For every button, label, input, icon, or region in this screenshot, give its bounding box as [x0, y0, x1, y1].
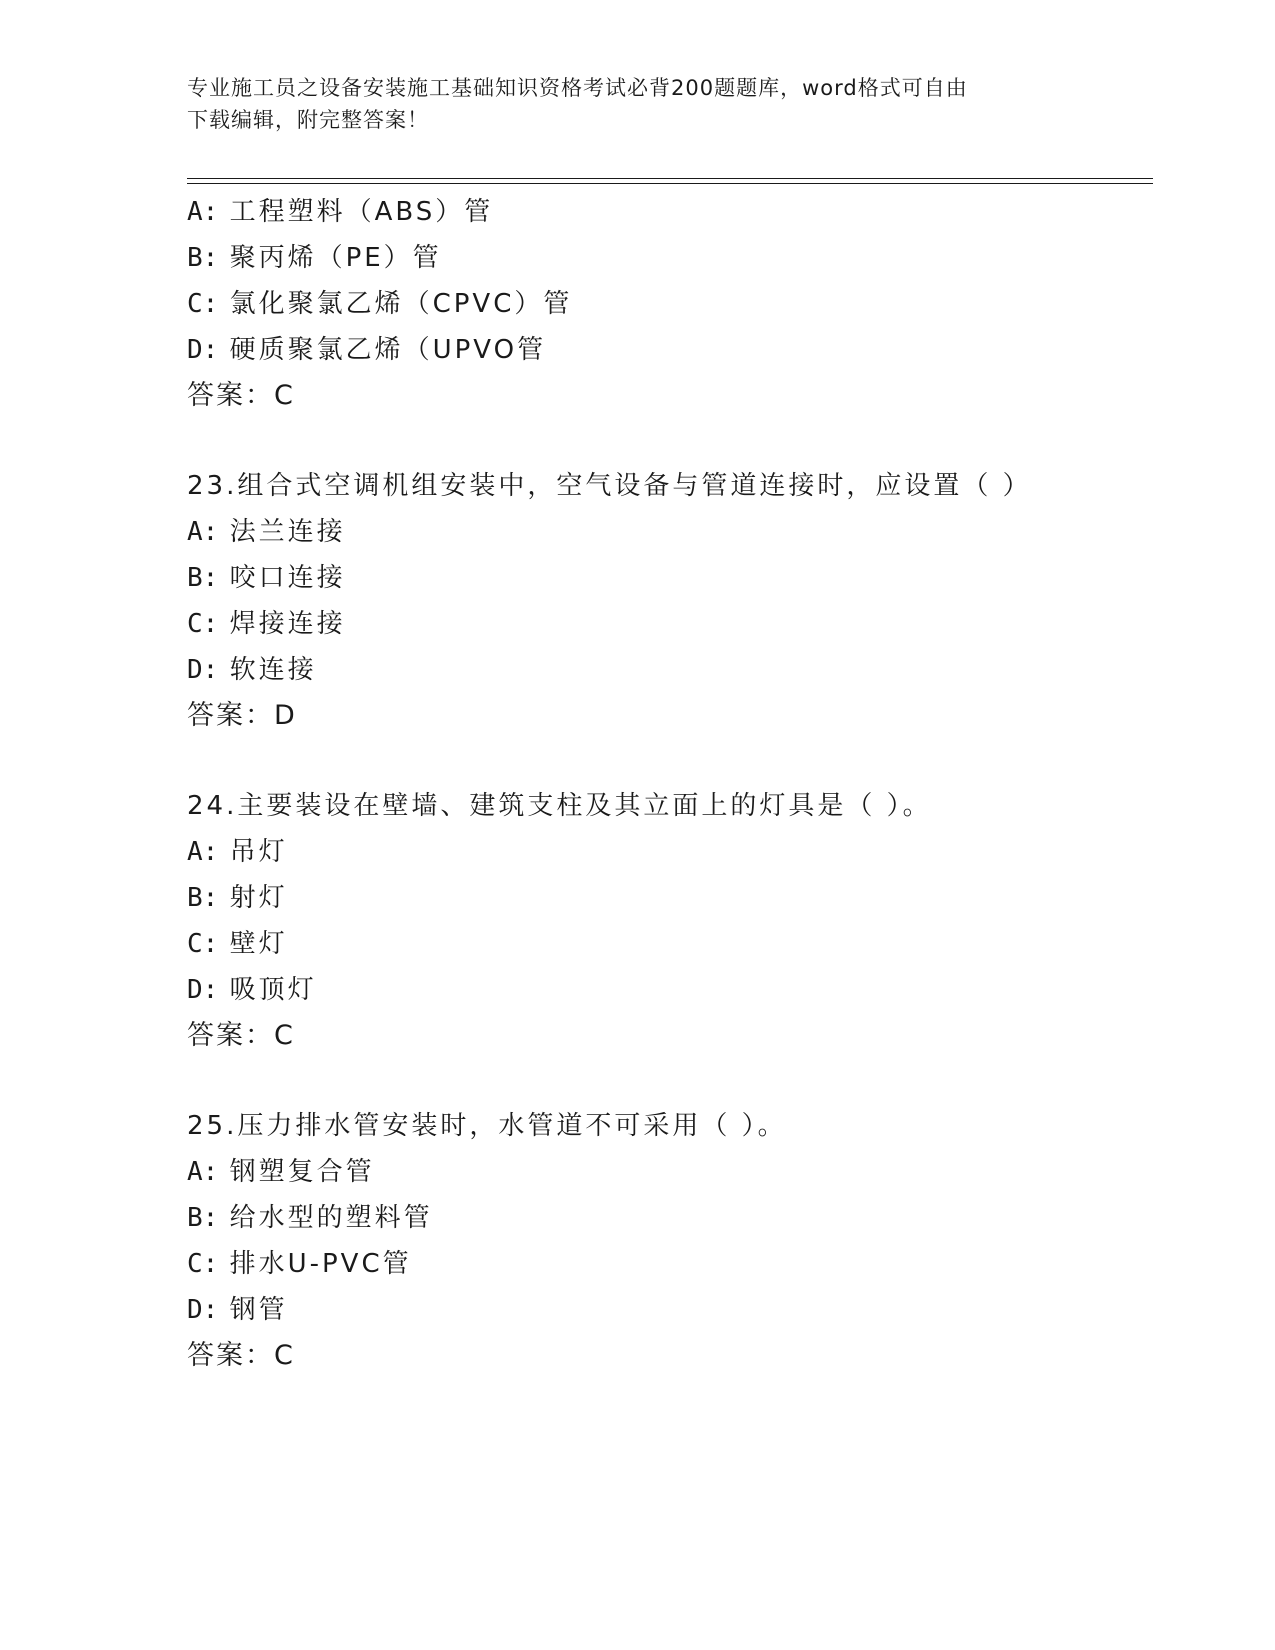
option-a — [187, 829, 1153, 875]
option-b — [187, 555, 1153, 601]
option-b — [187, 875, 1153, 921]
option-text: 聚丙烯（PE）管 — [229, 243, 442, 273]
document-body — [187, 189, 1153, 1379]
option-label: C: — [187, 1249, 219, 1279]
question-text: 24.主要装设在壁墙、建筑支柱及其立面上的灯具是（ ）。 — [187, 791, 932, 821]
question-text: 23.组合式空调机组安装中，空气设备与管道连接时，应设置（ ） — [187, 471, 1032, 501]
option-label: B: — [187, 883, 219, 913]
option-c — [187, 1241, 1153, 1287]
option-c — [187, 281, 1153, 327]
option-a — [187, 509, 1153, 555]
option-c — [187, 601, 1153, 647]
option-d — [187, 967, 1153, 1013]
option-text: 钢管 — [229, 1295, 288, 1325]
question-text: 25.压力排水管安装时，水管道不可采用（ ）。 — [187, 1111, 787, 1141]
option-a — [187, 189, 1153, 235]
option-label: C: — [187, 929, 219, 959]
header-rule-top — [187, 178, 1153, 179]
option-label: C: — [187, 289, 219, 319]
question-block-24 — [187, 783, 1153, 1059]
question-block-25 — [187, 1103, 1153, 1379]
option-label: D: — [187, 655, 219, 685]
header-line-1: 专业施工员之设备安装施工基础知识资格考试必背200题题库，word格式可自由 — [187, 76, 968, 100]
option-text: 软连接 — [229, 655, 317, 685]
option-text: 射灯 — [229, 883, 288, 913]
option-label: B: — [187, 243, 219, 273]
option-text: 硬质聚氯乙烯（UPVO管 — [229, 335, 547, 365]
answer-line: 答案：C — [187, 1020, 295, 1051]
option-text: 排水U-PVC管 — [229, 1249, 412, 1279]
option-label: C: — [187, 609, 219, 639]
option-label: B: — [187, 1203, 219, 1233]
option-label: A: — [187, 1157, 219, 1187]
option-text: 法兰连接 — [229, 517, 346, 547]
option-label: D: — [187, 1295, 219, 1325]
option-text: 壁灯 — [229, 929, 288, 959]
option-label: A: — [187, 197, 219, 227]
answer-line: 答案：C — [187, 1340, 295, 1371]
option-text: 氯化聚氯乙烯（CPVC）管 — [229, 289, 573, 319]
option-label: A: — [187, 837, 219, 867]
answer-line: 答案：D — [187, 700, 297, 731]
option-d — [187, 1287, 1153, 1333]
option-c — [187, 921, 1153, 967]
document-header — [187, 72, 1067, 136]
option-text: 吸顶灯 — [229, 975, 317, 1005]
answer-line: 答案：C — [187, 380, 295, 411]
option-label: D: — [187, 335, 219, 365]
option-text: 钢塑复合管 — [229, 1157, 375, 1187]
option-text: 焊接连接 — [229, 609, 346, 639]
option-text: 咬口连接 — [229, 563, 346, 593]
option-label: A: — [187, 517, 219, 547]
option-b — [187, 235, 1153, 281]
option-d — [187, 647, 1153, 693]
option-b — [187, 1195, 1153, 1241]
option-label: B: — [187, 563, 219, 593]
question-block-23 — [187, 463, 1153, 739]
option-label: D: — [187, 975, 219, 1005]
option-d — [187, 327, 1153, 373]
option-a — [187, 1149, 1153, 1195]
header-line-2: 下载编辑，附完整答案！ — [187, 108, 429, 132]
option-text: 工程塑料（ABS）管 — [229, 197, 494, 227]
option-text: 给水型的塑料管 — [229, 1203, 433, 1233]
question-block-22 — [187, 189, 1153, 419]
header-rule-bottom — [187, 183, 1153, 184]
option-text: 吊灯 — [229, 837, 288, 867]
